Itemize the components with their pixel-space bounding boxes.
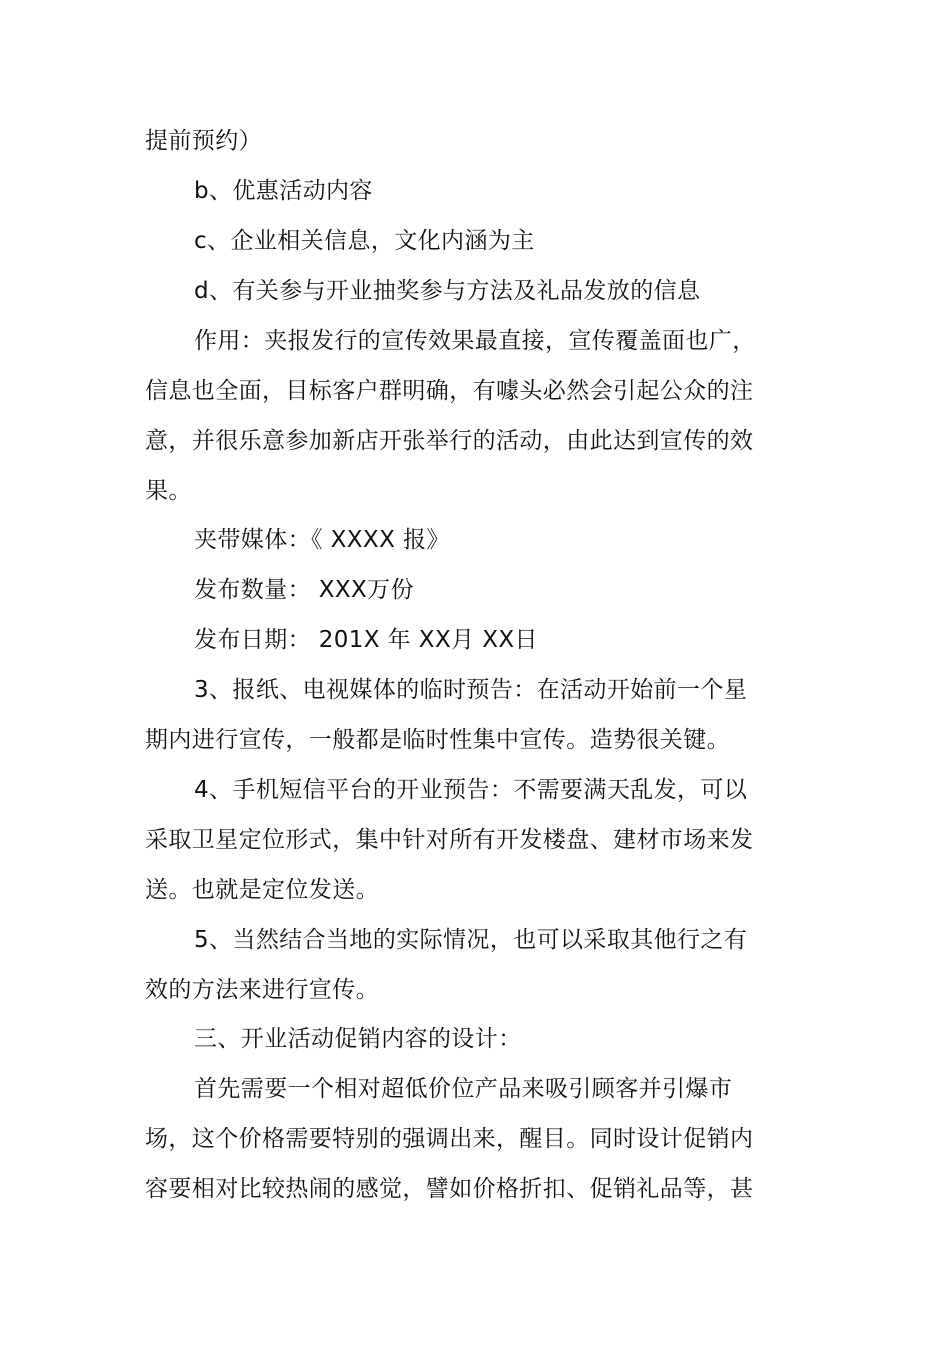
text-line: 采取卫星定位形式，集中针对所有开发楼盘、建材市场来发 xyxy=(145,827,754,853)
text-line: 作用：夹报发行的宣传效果最直接，宣传覆盖面也广， xyxy=(194,328,756,354)
text-line: 意，并很乐意参加新店开张举行的活动，由此达到宣传的效 xyxy=(145,428,754,454)
text-line: 效的方法来进行宣传。 xyxy=(145,977,379,1003)
text-line: 信息也全面，目标客户群明确，有噱头必然会引起公众的注 xyxy=(145,378,754,404)
text-line: 夹带媒体：《 XXXX 报》 xyxy=(194,527,450,553)
text-line: 容要相对比较热闹的感觉，譬如价格折扣、促销礼品等，甚 xyxy=(145,1176,754,1202)
text-line: 送。也就是定位发送。 xyxy=(145,877,379,903)
text-line: 果。 xyxy=(145,478,192,504)
text-line: 4、手机短信平台的开业预告：不需要满天乱发，可以 xyxy=(194,777,748,803)
text-line: b、优惠活动内容 xyxy=(194,178,373,204)
text-line: 三、开业活动促销内容的设计： xyxy=(194,1026,522,1052)
text-line: 发布日期： 201X 年 XX月 XX日 xyxy=(194,627,538,653)
text-line: c、企业相关信息，文化内涵为主 xyxy=(194,228,535,254)
text-line: 期内进行宣传，一般都是临时性集中宣传。造势很关键。 xyxy=(145,727,730,753)
text-line: 发布数量： XXX万份 xyxy=(194,577,414,603)
text-line: 5、当然结合当地的实际情况，也可以采取其他行之有 xyxy=(194,927,748,953)
text-line: 3、报纸、电视媒体的临时预告：在活动开始前一个星 xyxy=(194,677,748,703)
text-line: 提前预约） xyxy=(145,128,262,154)
text-line: 场，这个价格需要特别的强调出来，醒目。同时设计促销内 xyxy=(145,1126,754,1152)
text-line: d、有关参与开业抽奖参与方法及礼品发放的信息 xyxy=(194,278,701,304)
text-line: 首先需要一个相对超低价位产品来吸引顾客并引爆市 xyxy=(194,1076,733,1102)
